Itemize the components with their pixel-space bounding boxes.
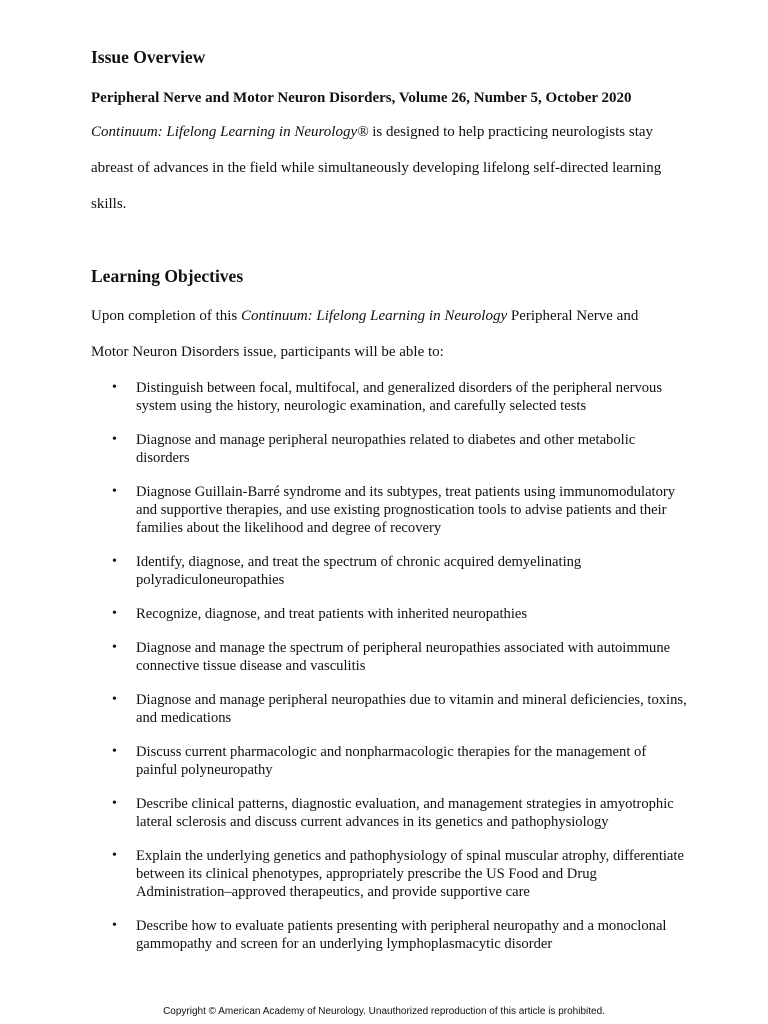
objectives-lead-paragraph bbox=[91, 298, 691, 370]
intro-text-line2: abreast of advances in the field while simultaneously developing lifelong self-directed learning bbox=[91, 160, 662, 176]
bullet: • bbox=[112, 692, 117, 707]
objective-text: Diagnose and manage peripheral neuropathies due to vitamin and mineral deficiencies, toxins, and medications bbox=[136, 692, 687, 726]
bullet: • bbox=[112, 744, 117, 759]
lead-line2: Motor Neuron Disorders issue, participants will be able to: bbox=[91, 344, 444, 360]
list-item bbox=[91, 605, 691, 623]
intro-text-line3: skills. bbox=[91, 196, 127, 212]
bullet: • bbox=[112, 848, 117, 863]
list-item bbox=[91, 553, 691, 589]
bullet: • bbox=[112, 918, 117, 933]
issue-intro-paragraph bbox=[91, 114, 691, 222]
list-item bbox=[91, 379, 691, 415]
objective-text: Describe how to evaluate patients presenting with peripheral neuropathy and a monoclonal gammopathy and screen for an underlying lymphoplasmacytic disorder bbox=[136, 918, 667, 952]
list-item bbox=[91, 483, 691, 537]
objective-text: Explain the underlying genetics and pathophysiology of spinal muscular atrophy, differentiate between its clinical phenotypes, appropriately prescribe the US Food and Drug Administration–approved therapeutics, and provide supportive care bbox=[136, 848, 684, 900]
objectives-list bbox=[91, 379, 691, 969]
objective-text: Diagnose Guillain-Barré syndrome and its subtypes, treat patients using immunomodulatory and supportive therapies, and use existing prognostication tools to advise patients and their families about the likelihood and degree of recovery bbox=[136, 484, 676, 536]
objective-text: Recognize, diagnose, and treat patients with inherited neuropathies bbox=[136, 606, 528, 622]
bullet: • bbox=[112, 640, 117, 655]
bullet: • bbox=[112, 606, 117, 621]
list-item bbox=[91, 691, 691, 727]
bullet: • bbox=[112, 554, 117, 569]
issue-title: Peripheral Nerve and Motor Neuron Disorders, Volume 26, Number 5, October 2020 bbox=[91, 90, 632, 106]
objective-text: Diagnose and manage the spectrum of peripheral neuropathies associated with autoimmune connective tissue disease and vasculitis bbox=[136, 640, 671, 674]
journal-name: Continuum: Lifelong Learning in Neurology® bbox=[91, 124, 369, 140]
list-item bbox=[91, 639, 691, 675]
bullet: • bbox=[112, 432, 117, 447]
lead-suffix-line1: Peripheral Nerve and bbox=[507, 308, 639, 324]
lead-prefix: Upon completion of this bbox=[91, 308, 241, 324]
bullet: • bbox=[112, 380, 117, 395]
list-item bbox=[91, 431, 691, 467]
objective-text: Discuss current pharmacologic and nonpharmacologic therapies for the management of painful polyneuropathy bbox=[136, 744, 647, 778]
list-item bbox=[91, 847, 691, 901]
objective-text: Diagnose and manage peripheral neuropathies related to diabetes and other metabolic disorders bbox=[136, 432, 636, 466]
intro-text-line1: is designed to help practicing neurologists stay bbox=[368, 124, 654, 140]
journal-name-inline: Continuum: Lifelong Learning in Neurology bbox=[241, 308, 508, 324]
objective-text: Describe clinical patterns, diagnostic evaluation, and management strategies in amyotrophic lateral sclerosis and discuss current advances in its genetics and pathophysiology bbox=[136, 796, 674, 830]
copyright-footer: Copyright © American Academy of Neurology. Unauthorized reproduction of this article is prohibited. bbox=[163, 1006, 605, 1017]
list-item bbox=[91, 743, 691, 779]
issue-overview-heading: Issue Overview bbox=[91, 47, 206, 67]
objective-text: Identify, diagnose, and treat the spectrum of chronic acquired demyelinating polyradiculoneuropathies bbox=[136, 554, 582, 588]
list-item bbox=[91, 917, 691, 953]
list-item bbox=[91, 795, 691, 831]
learning-objectives-heading: Learning Objectives bbox=[91, 266, 244, 286]
bullet: • bbox=[112, 484, 117, 499]
bullet: • bbox=[112, 796, 117, 811]
objective-text: Distinguish between focal, multifocal, and generalized disorders of the peripheral nervous system using the history, neurologic examination, and carefully selected tests bbox=[136, 380, 663, 414]
